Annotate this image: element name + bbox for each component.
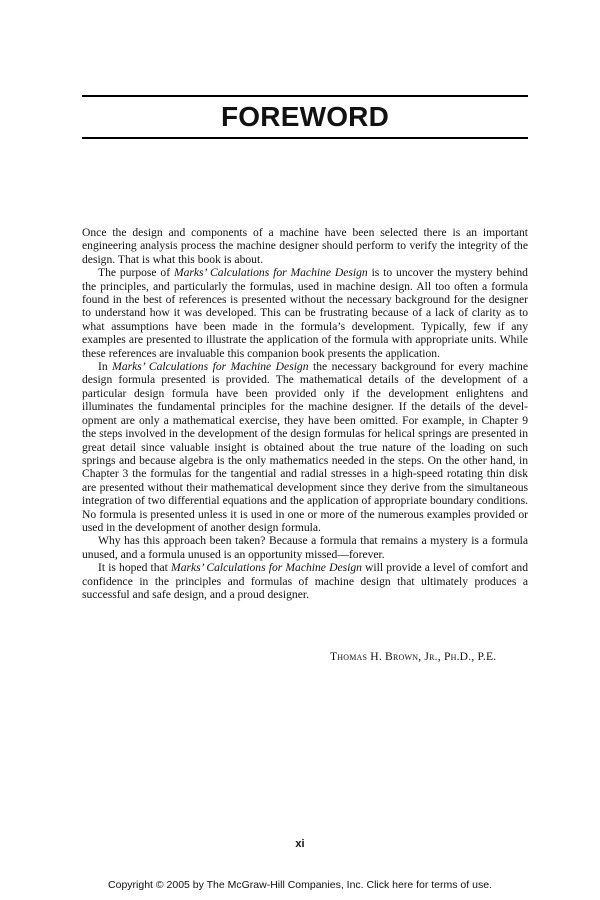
paragraph-text: In: [98, 360, 113, 374]
page-number: xi: [295, 838, 305, 850]
paragraph-2: [82, 266, 528, 360]
chapter-title: FOREWORD: [220, 101, 390, 132]
paragraph-text: Once the design and components of a machine have been selected there is an important engineering analysis process the machine designer should perform to verify the integrity of the design. That is what this book is about.: [82, 226, 528, 266]
foreword-body: [82, 226, 528, 601]
paragraph-4: [82, 534, 528, 561]
book-title: Marks’ Calculations for Machine Design: [171, 561, 362, 575]
copyright-text: Copyright © 2005 by The McGraw-Hill Companies, Inc.: [108, 879, 367, 891]
book-title: Marks’ Calculations for Machine Design: [173, 266, 368, 280]
terms-of-use-link[interactable]: Click here for terms of use.: [366, 879, 492, 891]
paragraph-5: [82, 561, 528, 601]
paragraph-text: will provide a level of comfort and confidence in the principles and formulas of machine design that ultimately produces a successful and safe design, and a proud designer.: [82, 561, 528, 601]
paragraph-3: [82, 360, 528, 534]
author-signature: Thomas H. Brown, Jr., Ph.D., P.E.: [330, 650, 497, 663]
title-top-rule: [82, 95, 528, 97]
title-bottom-rule: [82, 137, 528, 139]
paragraph-text: the necessary background for every machine design formula presented is provided. The mathematical details of the development of a particular design formula have been provided only if the development enlightens and illuminates the fundamental principles for the machine designer. If the details of the development are only a mathematical exercise, they have been omitted. For example, in Chapter 9 the steps involved in the development of the design formulas for helical springs are presented in great detail since valuable insight is obtained about the true nature of the loading on such springs and because algebra is the only mathematics needed in the steps. On the other hand, in Chapter 3 the formulas for the tangential and radial stresses in a high-speed rotating thin disk are presented without their mathematical development since they derive from the simultaneous integration of two differential equations and the application of appropriate boundary conditions. No formula is presented unless it is used in one or more of the numerous examples provided or used in the development of another design formula.: [82, 360, 528, 534]
paragraph-text: It is hoped that: [98, 561, 172, 575]
paragraph-1: [82, 226, 528, 266]
paragraph-text: is to uncover the mystery behind the principles, and particularly the formulas, used in machine design. All too often a formula found in the best of references is presented without the necessary background for the designer to understand how it was developed. This can be frustrating because of a lack of clarity as to what assumptions have been made in the formula’s development. Typically, few if any examples are presented to illustrate the application of the formula with appropriate units. While these references are invaluable this companion book presents the application.: [82, 266, 528, 360]
book-title: Marks’ Calculations for Machine Design: [112, 360, 309, 374]
paragraph-text: Why has this approach been taken? Because a formula that remains a mystery is a formula unused, and a formula unused is an opportunity missed—forever.: [82, 534, 528, 561]
paragraph-text: The purpose of: [98, 266, 174, 280]
copyright-notice: [0, 879, 600, 891]
